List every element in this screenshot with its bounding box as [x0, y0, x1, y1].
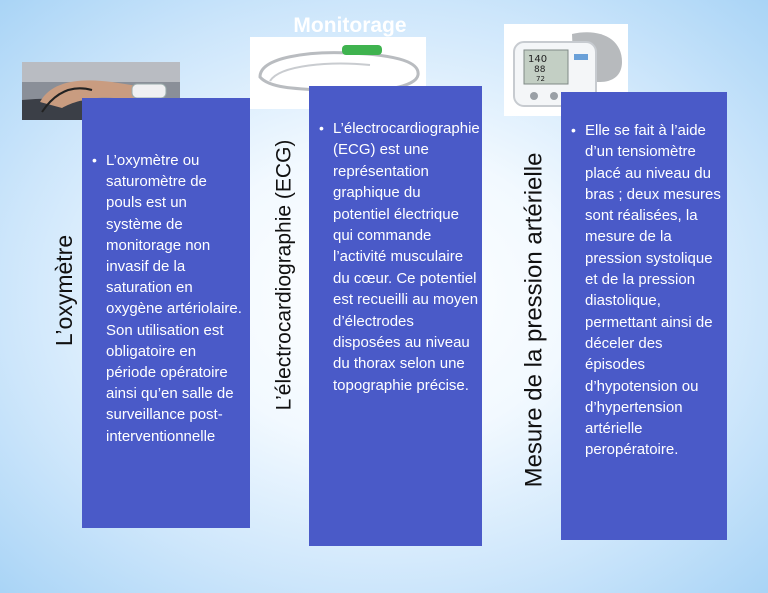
systolic-reading: 140 [528, 54, 548, 65]
diastolic-reading: 88 [534, 65, 546, 75]
bullet-icon: • [92, 152, 97, 168]
bullet-icon: • [571, 122, 576, 138]
pression-label: Mesure de la pression artérielle [520, 152, 548, 488]
slide-title: Monitorage [293, 14, 407, 37]
pression-text: Elle se fait à l’aide d’un tensiomètre placé au niveau du bras ; deux mesures sont réalisées, la mesure de la pression systolique et de la pression diastolique, permettant ainsi de déceler des épisodes d’hypotension ou d’hypertension artérielle peropératoire. [585, 122, 721, 459]
ecg-text: L’électrocardiographie (ECG) est une représentation graphique du potentiel électrique qui commande l’activité musculaire du cœur. Ce potentiel est recueilli au moyen d’électrodes disposées au niveau du thorax selon une topographie précise. [333, 120, 480, 394]
oxymetre-label: L’oxymètre [51, 234, 78, 346]
pulse-reading: 72 [536, 75, 545, 83]
bullet-icon: • [319, 120, 324, 136]
ecg-card [309, 86, 482, 546]
oxymetre-card [82, 98, 250, 528]
oxymetre-text: L’oxymètre ou saturomètre de pouls est un système de monitorage non invasif de la saturation en oxygène artériolaire. Son utilisation est obligatoire en période opératoire ainsi qu’en salle de surveillance post-interventionnelle [106, 152, 242, 445]
pression-card [561, 92, 727, 540]
ecg-label: L’électrocardiographie (ECG) [272, 139, 296, 411]
